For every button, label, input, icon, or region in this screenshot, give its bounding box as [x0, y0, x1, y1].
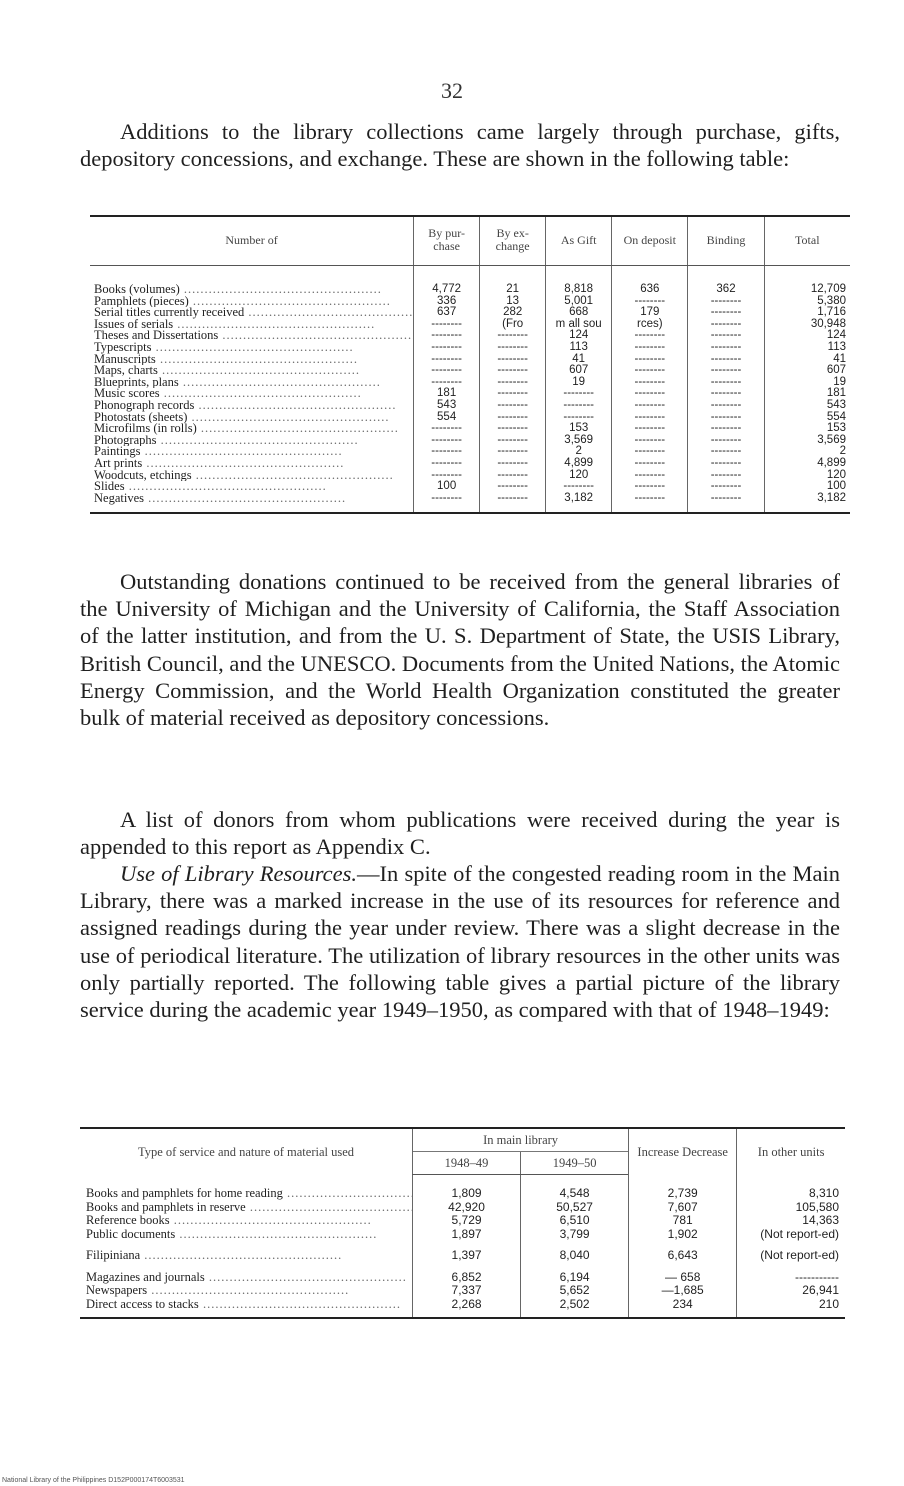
- cell-deposit: --------: [612, 330, 688, 342]
- table-row: [80, 1214, 845, 1228]
- cell-purchase: 637: [414, 307, 480, 319]
- donations-paragraph: [80, 568, 840, 731]
- cell-change: 1,902: [629, 1228, 737, 1242]
- cell-binding: --------: [688, 412, 764, 424]
- cell-y1949: 3,799: [521, 1228, 629, 1242]
- col-by-exchange: By ex-change: [480, 216, 546, 266]
- cell-purchase: --------: [414, 377, 480, 389]
- cell-exchange: --------: [480, 423, 546, 435]
- cell-deposit: --------: [612, 470, 688, 482]
- cell-deposit: --------: [612, 296, 688, 308]
- table-row: [90, 423, 850, 435]
- col-total: Total: [764, 216, 850, 266]
- cell-exchange: --------: [480, 354, 546, 366]
- col-as-gift: As Gift: [546, 216, 612, 266]
- cell-label: Filipiniana .....: [80, 1241, 413, 1263]
- cell-exchange: --------: [480, 458, 546, 470]
- cell-deposit: --------: [612, 435, 688, 447]
- table-row: [90, 266, 850, 296]
- col-increase-decrease: Increase Decrease: [629, 1128, 737, 1175]
- cell-total: 113: [764, 342, 850, 354]
- cell-binding: --------: [688, 319, 764, 331]
- cell-y1948: 1,397: [413, 1241, 521, 1263]
- col-in-main-library: In main library: [413, 1128, 629, 1152]
- cell-gift: 19: [546, 377, 612, 389]
- table-row: [80, 1241, 845, 1263]
- cell-label: Music scores .....: [90, 388, 414, 400]
- cell-purchase: 554: [414, 412, 480, 424]
- cell-binding: --------: [688, 354, 764, 366]
- cell-label: Newspapers .....: [80, 1284, 413, 1298]
- cell-y1949: 8,040: [521, 1241, 629, 1263]
- cell-deposit: --------: [612, 377, 688, 389]
- cell-exchange: --------: [480, 330, 546, 342]
- cell-binding: --------: [688, 458, 764, 470]
- cell-total: 3,569: [764, 435, 850, 447]
- use-resources-paragraph: [80, 860, 840, 1023]
- cell-deposit: 179: [612, 307, 688, 319]
- cell-purchase: --------: [414, 365, 480, 377]
- cell-total: 153: [764, 423, 850, 435]
- cell-deposit: 636: [612, 266, 688, 296]
- cell-gift: 2: [546, 446, 612, 458]
- cell-purchase: 336: [414, 296, 480, 308]
- cell-y1949: 6,194: [521, 1263, 629, 1285]
- cell-total: 19: [764, 377, 850, 389]
- cell-purchase: 181: [414, 388, 480, 400]
- table-row: [90, 458, 850, 470]
- cell-label: Books and pamphlets in reserve .....: [80, 1201, 413, 1215]
- table-row: [80, 1228, 845, 1242]
- cell-change: 7,607: [629, 1201, 737, 1215]
- cell-exchange: --------: [480, 377, 546, 389]
- cell-total: 5,380: [764, 296, 850, 308]
- cell-y1948: 6,852: [413, 1263, 521, 1285]
- cell-y1948: 5,729: [413, 1214, 521, 1228]
- cell-label: Public documents .....: [80, 1228, 413, 1242]
- cell-gift: m all sou: [546, 319, 612, 331]
- cell-label: Pamphlets (pieces) .....: [90, 296, 414, 308]
- table-row: [90, 365, 850, 377]
- cell-y1949: 50,527: [521, 1201, 629, 1215]
- cell-exchange: --------: [480, 388, 546, 400]
- cell-exchange: --------: [480, 342, 546, 354]
- cell-deposit: --------: [612, 354, 688, 366]
- cell-binding: --------: [688, 493, 764, 514]
- cell-other: 105,580: [737, 1201, 845, 1215]
- cell-total: 543: [764, 400, 850, 412]
- cell-purchase: --------: [414, 435, 480, 447]
- cell-purchase: --------: [414, 470, 480, 482]
- table-row: [90, 493, 850, 514]
- cell-gift: 120: [546, 470, 612, 482]
- cell-total: 3,182: [764, 493, 850, 514]
- cell-label: Art prints .....: [90, 458, 414, 470]
- table-row: [80, 1201, 845, 1215]
- cell-gift: --------: [546, 388, 612, 400]
- cell-purchase: --------: [414, 423, 480, 435]
- cell-label: Maps, charts .....: [90, 365, 414, 377]
- cell-total: 181: [764, 388, 850, 400]
- cell-exchange: --------: [480, 435, 546, 447]
- cell-label: Issues of serials .....: [90, 319, 414, 331]
- cell-label: Blueprints, plans .....: [90, 377, 414, 389]
- cell-gift: 8,818: [546, 266, 612, 296]
- cell-total: 1,716: [764, 307, 850, 319]
- cell-y1949: 6,510: [521, 1214, 629, 1228]
- cell-deposit: --------: [612, 458, 688, 470]
- cell-exchange: --------: [480, 400, 546, 412]
- table-row: [80, 1298, 845, 1319]
- cell-binding: --------: [688, 388, 764, 400]
- cell-deposit: --------: [612, 365, 688, 377]
- cell-gift: --------: [546, 400, 612, 412]
- cell-gift: 5,001: [546, 296, 612, 308]
- table-row: [80, 1175, 845, 1201]
- cell-gift: 41: [546, 354, 612, 366]
- cell-total: 4,899: [764, 458, 850, 470]
- col-1948-49: 1948–49: [413, 1152, 521, 1175]
- cell-label: Books and pamphlets for home reading .....: [80, 1175, 413, 1201]
- cell-exchange: --------: [480, 481, 546, 493]
- cell-other: 14,363: [737, 1214, 845, 1228]
- donations-text: Outstanding donations continued to be received from the general libraries of the University of Michigan and the University of California, the Staff Association of the latter institution, and from the U. S. Department of State, the USIS Library, British Council, and the UNESCO. Documents from the United Nations, the Atomic Energy Commission, and the World Health Organization constituted the greater bulk of material received as depository concessions.: [80, 569, 840, 731]
- table-row: [90, 400, 850, 412]
- cell-deposit: --------: [612, 423, 688, 435]
- cell-binding: --------: [688, 330, 764, 342]
- intro-text: Additions to the library collections came largely through purchase, gifts, depository concessions, and exchange. These are shown in the following table:: [80, 119, 840, 172]
- cell-exchange: (Fro: [480, 319, 546, 331]
- table-row: [80, 1263, 845, 1285]
- cell-change: 2,739: [629, 1175, 737, 1201]
- col-type-of-service: Type of service and nature of material used: [137, 1144, 355, 1159]
- cell-other: 26,941: [737, 1284, 845, 1298]
- table-row: [80, 1284, 845, 1298]
- cell-y1949: 5,652: [521, 1284, 629, 1298]
- col-on-deposit: On deposit: [612, 216, 688, 266]
- use-resources-heading: Use of Library Resources.: [120, 861, 358, 886]
- cell-binding: --------: [688, 470, 764, 482]
- donors-paragraph: [80, 806, 840, 860]
- cell-label: Phonograph records .....: [90, 400, 414, 412]
- cell-total: 120: [764, 470, 850, 482]
- cell-total: 41: [764, 354, 850, 366]
- cell-exchange: 282: [480, 307, 546, 319]
- cell-gift: 3,182: [546, 493, 612, 514]
- cell-label: Woodcuts, etchings .....: [90, 470, 414, 482]
- cell-purchase: --------: [414, 354, 480, 366]
- cell-y1948: 7,337: [413, 1284, 521, 1298]
- cell-gift: --------: [546, 481, 612, 493]
- cell-label: Photographs .....: [90, 435, 414, 447]
- cell-total: 100: [764, 481, 850, 493]
- col-binding: Binding: [688, 216, 764, 266]
- cell-exchange: 13: [480, 296, 546, 308]
- cell-binding: --------: [688, 400, 764, 412]
- cell-change: 6,643: [629, 1241, 737, 1263]
- cell-change: — 658: [629, 1263, 737, 1285]
- cell-label: Paintings .....: [90, 446, 414, 458]
- cell-deposit: --------: [612, 388, 688, 400]
- use-resources-text: —In spite of the congested reading room in the Main Library, there was a marked increase in the use of its resources for reference and assigned readings during the year under review. There was a slight decrease in the use of periodical literature. The utilization of library resources in the other units was only partially reported. The following table gives a partial picture of the library service during the academic year 1949–1950, as compared with that of 1948–1949:: [80, 861, 840, 1023]
- cell-label: Serial titles currently received .....: [90, 307, 414, 319]
- cell-exchange: --------: [480, 493, 546, 514]
- cell-binding: --------: [688, 307, 764, 319]
- cell-total: 2: [764, 446, 850, 458]
- library-service-table: [80, 1127, 845, 1319]
- cell-binding: 362: [688, 266, 764, 296]
- cell-purchase: 543: [414, 400, 480, 412]
- cell-deposit: --------: [612, 446, 688, 458]
- cell-y1949: 4,548: [521, 1175, 629, 1201]
- cell-y1948: 1,809: [413, 1175, 521, 1201]
- cell-total: 30,948: [764, 319, 850, 331]
- col-by-purchase: By pur-chase: [414, 216, 480, 266]
- cell-gift: 3,569: [546, 435, 612, 447]
- cell-purchase: 4,772: [414, 266, 480, 296]
- table-row: [90, 481, 850, 493]
- cell-label: Books (volumes) .....: [90, 266, 414, 296]
- col-number-of: Number of: [90, 216, 414, 266]
- cell-gift: 113: [546, 342, 612, 354]
- cell-exchange: --------: [480, 446, 546, 458]
- cell-change: —1,685: [629, 1284, 737, 1298]
- cell-label: Photostats (sheets) .....: [90, 412, 414, 424]
- cell-change: 781: [629, 1214, 737, 1228]
- cell-label: Slides .....: [90, 481, 414, 493]
- cell-binding: --------: [688, 446, 764, 458]
- cell-gift: 668: [546, 307, 612, 319]
- cell-label: Direct access to stacks .....: [80, 1298, 413, 1319]
- additions-table-header: [90, 216, 850, 266]
- cell-purchase: --------: [414, 458, 480, 470]
- cell-purchase: --------: [414, 319, 480, 331]
- cell-label: Reference books .....: [80, 1214, 413, 1228]
- cell-label: Microfilms (in rolls) .....: [90, 423, 414, 435]
- cell-binding: --------: [688, 377, 764, 389]
- col-1949-50: 1949–50: [521, 1152, 629, 1175]
- cell-y1949: 2,502: [521, 1298, 629, 1319]
- cell-purchase: --------: [414, 446, 480, 458]
- cell-exchange: --------: [480, 412, 546, 424]
- cell-other: -----------: [737, 1263, 845, 1285]
- cell-other: 8,310: [737, 1175, 845, 1201]
- cell-deposit: --------: [612, 493, 688, 514]
- cell-deposit: --------: [612, 412, 688, 424]
- cell-total: 554: [764, 412, 850, 424]
- cell-gift: 153: [546, 423, 612, 435]
- cell-purchase: --------: [414, 330, 480, 342]
- cell-label: Magazines and journals .....: [80, 1263, 413, 1285]
- cell-total: 607: [764, 365, 850, 377]
- cell-purchase: --------: [414, 493, 480, 514]
- cell-binding: --------: [688, 342, 764, 354]
- donors-text: A list of donors from whom publications were received during the year is appended to this report as Appendix C.: [80, 807, 840, 860]
- cell-label: Negatives .....: [90, 493, 414, 514]
- cell-exchange: --------: [480, 365, 546, 377]
- cell-gift: --------: [546, 412, 612, 424]
- page-number: 32: [441, 78, 463, 103]
- cell-total: 12,709: [764, 266, 850, 296]
- cell-other: (Not report-ed): [737, 1241, 845, 1263]
- cell-other: 210: [737, 1298, 845, 1319]
- col-in-other-units: In other units: [737, 1128, 845, 1175]
- cell-binding: --------: [688, 423, 764, 435]
- cell-label: Manuscripts .....: [90, 354, 414, 366]
- intro-paragraph: [80, 118, 840, 172]
- cell-label: Typescripts .....: [90, 342, 414, 354]
- cell-label: Theses and Dissertations .....: [90, 330, 414, 342]
- cell-binding: --------: [688, 481, 764, 493]
- cell-y1948: 2,268: [413, 1298, 521, 1319]
- additions-table: [90, 215, 850, 514]
- cell-gift: 4,899: [546, 458, 612, 470]
- cell-binding: --------: [688, 435, 764, 447]
- cell-other: (Not report-ed): [737, 1228, 845, 1242]
- cell-deposit: --------: [612, 481, 688, 493]
- cell-y1948: 42,920: [413, 1201, 521, 1215]
- cell-deposit: --------: [612, 400, 688, 412]
- cell-deposit: --------: [612, 342, 688, 354]
- cell-exchange: 21: [480, 266, 546, 296]
- cell-total: 124: [764, 330, 850, 342]
- cell-purchase: --------: [414, 342, 480, 354]
- cell-binding: --------: [688, 365, 764, 377]
- cell-binding: --------: [688, 296, 764, 308]
- cell-gift: 607: [546, 365, 612, 377]
- table-row: [90, 342, 850, 354]
- cell-exchange: --------: [480, 470, 546, 482]
- cell-deposit: rces): [612, 319, 688, 331]
- footer-credit: National Library of the Philippines D152P000174T6003531: [2, 1477, 185, 1484]
- cell-change: 234: [629, 1298, 737, 1319]
- cell-purchase: 100: [414, 481, 480, 493]
- cell-y1948: 1,897: [413, 1228, 521, 1242]
- cell-gift: 124: [546, 330, 612, 342]
